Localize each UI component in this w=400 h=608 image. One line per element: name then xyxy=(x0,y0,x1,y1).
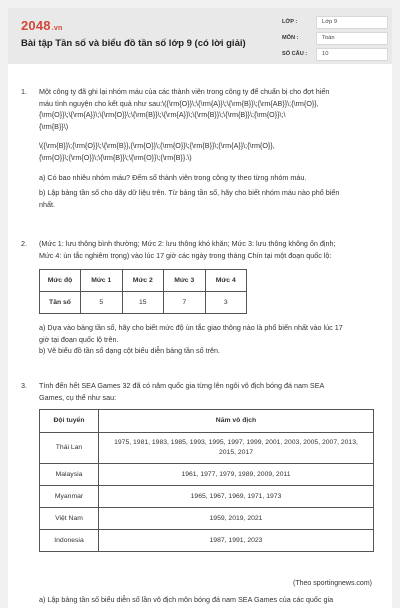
table-cell: Mức 2 xyxy=(122,270,164,292)
meta-class-value: Lớp 9 xyxy=(316,16,388,29)
question-part-a: a) Có bao nhiêu nhóm máu? Đếm số thành viên trong công ty theo từng nhóm máu. xyxy=(39,172,307,182)
question-number: 3. xyxy=(21,381,27,390)
table-row xyxy=(40,292,247,314)
years-cell: 1961, 1977, 1979, 1989, 2009, 2011 xyxy=(99,464,374,486)
logo-main: 2048 xyxy=(21,18,51,33)
table-row xyxy=(40,270,247,292)
meta-subject-label: MÔN : xyxy=(282,35,299,41)
team-cell: Indonesia xyxy=(40,530,99,552)
document-header xyxy=(8,8,392,64)
years-cell: 1959, 2019, 2021 xyxy=(99,508,374,530)
page-title: Bài tập Tần số và biểu đồ tần số lớp 9 (có lời giải) xyxy=(21,38,246,49)
source-note: (Theo sportingnews.com) xyxy=(293,580,372,587)
table-row xyxy=(40,433,374,464)
table-cell: 5 xyxy=(81,292,123,314)
question-part-b: b) Vẽ biểu đồ tần số dạng cột biểu diễn bảng tần số trên. xyxy=(39,346,221,356)
meta-count-label: SỐ CÂU : xyxy=(282,51,308,57)
question-2-body xyxy=(39,238,374,357)
years-cell xyxy=(99,433,374,464)
table-header-row xyxy=(40,410,374,433)
table-cell: Mức 1 xyxy=(81,270,123,292)
meta-subject-value: Toán xyxy=(316,32,388,45)
table-header-cell: Đội tuyển xyxy=(40,410,99,433)
table-header-cell: Năm vô địch xyxy=(99,410,374,433)
frequency-table xyxy=(39,269,247,314)
years-cell: 1965, 1967, 1969, 1971, 1973 xyxy=(99,486,374,508)
table-cell: Tần số xyxy=(40,292,81,314)
question-part-a: a) Dựa vào bảng tần số, hãy cho biết mức độ ùn tắc giao thông nào là phổ biến nhất vào lúc 17 xyxy=(39,323,343,333)
question-text-line: {\rm{O}}\;\{\rm{A}}\;\{\rm{O}}\;\{\rm{B}}\;\{\rm{A}}\;\{\rm{B}}\;\{\rm{B}}\;{\rm{O}}\;\ xyxy=(39,110,286,120)
meta-subject xyxy=(282,32,392,46)
team-cell: Myanmar xyxy=(40,486,99,508)
question-text-line: máu tình nguyện cho kết quả như sau:\({\rm{O}}\;\{\rm{A}}\;\{\rm{B}}\;{\rm{AB}}\;{\rm{O}}, xyxy=(39,98,319,108)
years-line: 1975, 1981, 1983, 1985, 1993, 1995, 1997, 1999, 2001, 2003, 2005, 2007, 2013, xyxy=(114,439,358,447)
table-row xyxy=(40,508,374,530)
champions-table xyxy=(39,409,374,552)
question-number: 2. xyxy=(21,239,27,248)
question-text-line: \({\rm{B}}\;{\rm{O}}\;\{\rm{B}},{\rm{O}}\;{\rm{O}}\;{\rm{B}}\;{\rm{A}}\;{\rm{O}}, xyxy=(39,141,275,151)
meta-class xyxy=(282,16,392,30)
question-text-line: nhất. xyxy=(39,199,55,209)
table-cell: 3 xyxy=(205,292,247,314)
question-number: 1. xyxy=(21,87,27,96)
table-row xyxy=(40,486,374,508)
years-cell: 1987, 1991, 2023 xyxy=(99,530,374,552)
meta-class-label: LỚP : xyxy=(282,19,298,25)
question-text-line: Games, cụ thể như sau: xyxy=(39,392,117,402)
question-part-b: b) Lập bảng tần số cho dãy dữ liệu trên. Từ bảng tần số, hãy cho biết nhóm máu nào phổ biến xyxy=(39,188,340,198)
years-line: 2015, 2017 xyxy=(218,449,254,457)
table-row xyxy=(40,464,374,486)
table-cell: 7 xyxy=(164,292,206,314)
question-text-line: (Mức 1: lưu thông bình thường; Mức 2: lưu thông khó khăn; Mức 3: lưu thông không ổn định; xyxy=(39,239,336,248)
table-row xyxy=(40,530,374,552)
question-1-body xyxy=(39,86,374,210)
question-text-line: Một công ty đã ghi lại nhóm máu của các thành viên trong công ty để chuẩn bị cho đợt hiến xyxy=(39,87,330,96)
site-logo[interactable] xyxy=(21,18,62,33)
question-text-line: giờ tại đoạn quốc lộ trên. xyxy=(39,334,119,344)
logo-sub: .vn xyxy=(51,25,63,32)
document-sheet xyxy=(8,8,392,608)
meta-count-value: 10 xyxy=(316,48,388,61)
question-3-body xyxy=(39,380,374,552)
question-text-line: {\rm{B}}\) xyxy=(39,121,69,131)
table-cell: Mức độ xyxy=(40,270,81,292)
table-cell: 15 xyxy=(122,292,164,314)
meta-count xyxy=(282,48,392,62)
question-text-line: Mức 4: ùn tắc nghiêm trọng) vào lúc 17 giờ các ngày trong tháng Chín tại một đoạn quốc lộ: xyxy=(39,250,332,260)
team-cell: Malaysia xyxy=(40,464,99,486)
question-part-a: a) Lập bảng tần số biểu diễn số lần vô địch môn bóng đá nam SEA Games của các quốc gia xyxy=(39,595,334,604)
table-cell: Mức 4 xyxy=(205,270,247,292)
question-text-line: {\rm{O}}\;{\rm{O}}\;\{\rm{B}}\;\{\rm{O}}\;{\rm{B}}.\) xyxy=(39,152,192,162)
table-cell: Mức 3 xyxy=(164,270,206,292)
team-cell: Việt Nam xyxy=(40,508,99,530)
question-text-line: Tính đến hết SEA Games 32 đã có năm quốc gia từng lên ngôi vô địch bóng đá nam SEA xyxy=(39,381,325,390)
team-cell: Thái Lan xyxy=(40,433,99,464)
